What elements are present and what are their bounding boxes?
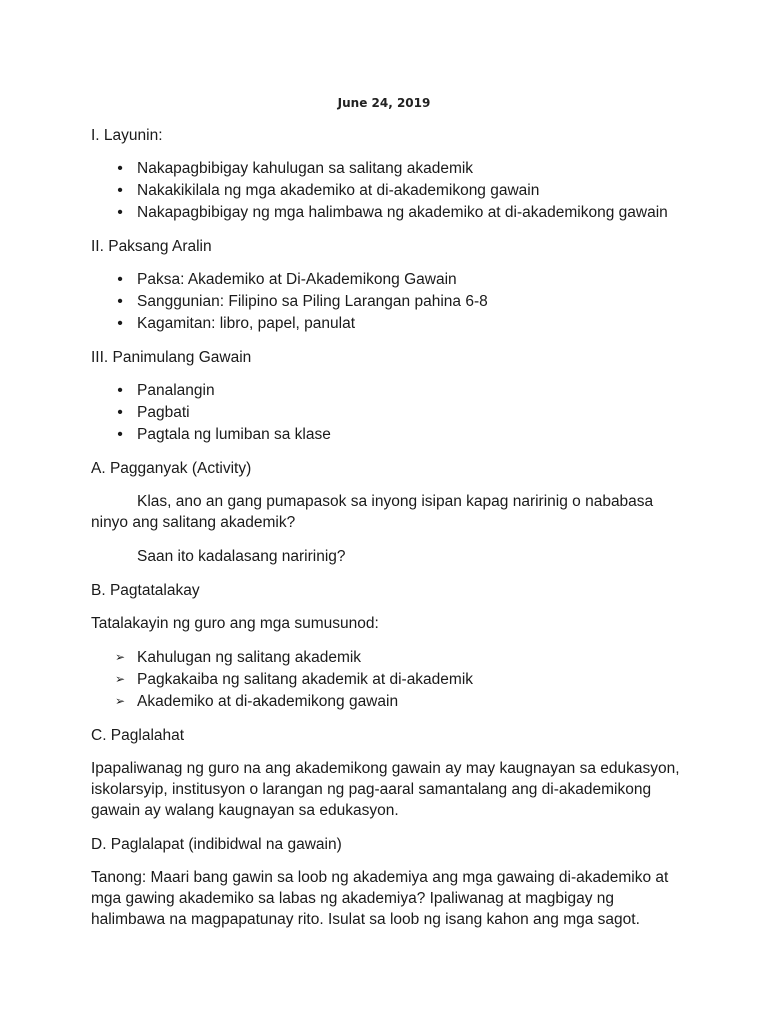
list-item: • Nakakikilala ng mga akademiko at di-akademikong gawain bbox=[91, 180, 691, 201]
list-item: • Sanggunian: Filipino sa Piling Larangan pahina 6-8 bbox=[91, 291, 691, 312]
paglalahat-paragraph: Ipapaliwanag ng guro na ang akademikong gawain ay may kaugnayan sa edukasyon, iskolarsyip, institusyon o larangan ng pag-aaral samantalang ang di-akademikong gawain ay walang kaugnayan sa edukasyon. bbox=[91, 760, 680, 819]
bullet-icon bbox=[113, 158, 127, 179]
panimulang-gawain-list bbox=[91, 380, 691, 445]
document-body bbox=[91, 125, 691, 943]
arrow-bullet-icon bbox=[113, 691, 127, 712]
arrow-bullet-icon bbox=[113, 647, 127, 668]
list-item: • Pagtala ng lumiban sa klase bbox=[91, 424, 691, 445]
list-item: ➢ Akademiko at di-akademikong gawain bbox=[91, 691, 691, 712]
list-item: ➢ Kahulugan ng salitang akademik bbox=[91, 647, 691, 668]
bullet-icon bbox=[113, 291, 127, 312]
heading-pagganyak: A. Pagganyak (Activity) bbox=[91, 460, 252, 477]
pagtatalakay-list bbox=[91, 647, 691, 712]
list-item: • Kagamitan: libro, papel, panulat bbox=[91, 313, 691, 334]
list-item: • Paksa: Akademiko at Di-Akademikong Gawain bbox=[91, 269, 691, 290]
heading-paglalahat: C. Paglalahat bbox=[91, 727, 185, 744]
pagganyak-paragraph: Saan ito kadalasang naririnig? bbox=[137, 548, 346, 565]
list-item: • Nakapagbibigay kahulugan sa salitang akademik bbox=[91, 158, 691, 179]
pagganyak-paragraph: Klas, ano an gang pumapasok sa inyong isipan kapag naririnig o nababasa ninyo ang salitang akademik? bbox=[91, 493, 654, 531]
bullet-icon bbox=[113, 202, 127, 223]
heading-paksang-aralin: II. Paksang Aralin bbox=[91, 238, 212, 255]
pagtatalakay-intro: Tatalakayin ng guro ang mga sumusunod: bbox=[91, 615, 379, 632]
list-item: • Nakapagbibigay ng mga halimbawa ng akademiko at di-akademikong gawain bbox=[91, 202, 691, 223]
bullet-icon bbox=[113, 269, 127, 290]
list-item: • Panalangin bbox=[91, 380, 691, 401]
heading-panimulang-gawain: III. Panimulang Gawain bbox=[91, 349, 252, 366]
bullet-icon bbox=[113, 313, 127, 334]
layunin-list bbox=[91, 158, 691, 223]
arrow-bullet-icon bbox=[113, 669, 127, 690]
bullet-icon bbox=[113, 424, 127, 445]
paglalapat-paragraph: Tanong: Maari bang gawin sa loob ng akademiya ang mga gawaing di-akademiko at mga gawing akademiko sa labas ng akademiya? Ipaliwanag at magbigay ng halimbawa na magpapatunay rito. Isulat sa loob ng isang kahon ang mga sagot. bbox=[91, 869, 669, 928]
heading-paglalapat: D. Paglalapat (indibidwal na gawain) bbox=[91, 836, 342, 853]
list-item: ➢ Pagkakaiba ng salitang akademik at di-akademik bbox=[91, 669, 691, 690]
bullet-icon bbox=[113, 180, 127, 201]
heading-layunin: I. Layunin: bbox=[91, 127, 163, 144]
bullet-icon bbox=[113, 402, 127, 423]
paksang-aralin-list bbox=[91, 269, 691, 334]
heading-pagtatalakay: B. Pagtatalakay bbox=[91, 582, 200, 599]
document-date: June 24, 2019 bbox=[337, 96, 431, 110]
list-item: • Pagbati bbox=[91, 402, 691, 423]
bullet-icon bbox=[113, 380, 127, 401]
